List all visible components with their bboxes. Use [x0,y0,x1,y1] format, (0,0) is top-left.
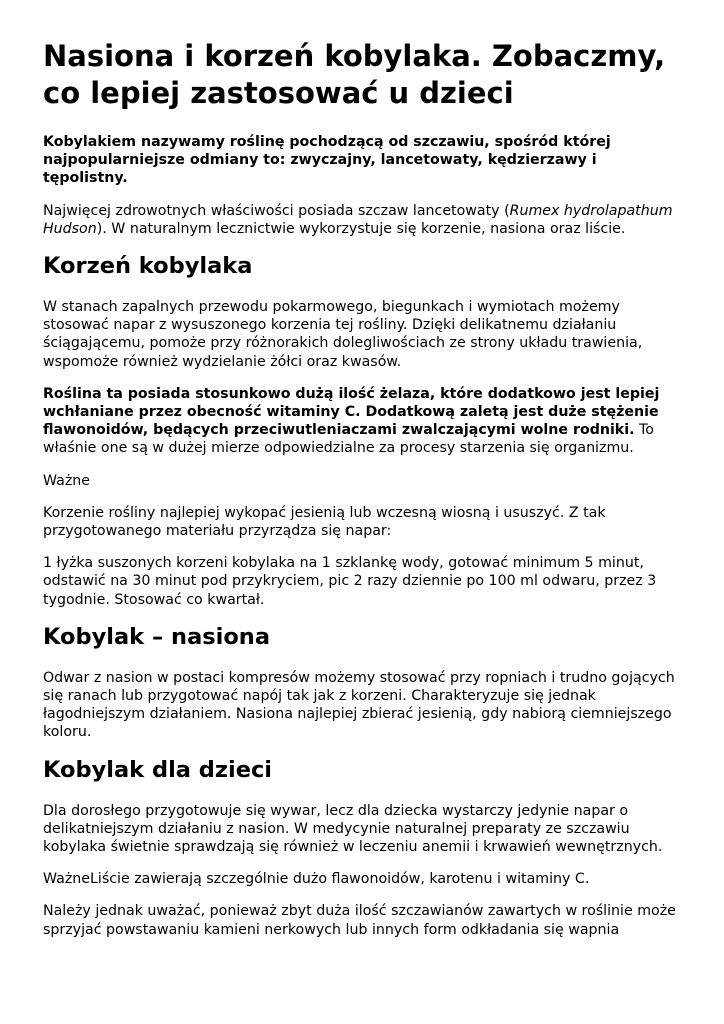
root-paragraph-3: Korzenie rośliny najlepiej wykopać jesienią lub wczesną wiosną i ususzyć. Z tak przygotowanego materiału przyrządza się napar: [43,504,606,540]
intro-text-before: Najwięcej zdrowotnych właściwości posiada szczaw lancetowaty ( [43,202,510,219]
intro-paragraph [43,202,683,238]
article-title: Nasiona i korzeń kobylaka. Zobaczmy, co lepiej zastosować u dzieci [43,39,666,110]
section-heading-children: Kobylak dla dzieci [43,756,273,783]
intro-text-after: ). W naturalnym lecznictwie wykorzystuje się korzenie, nasiona oraz liście. [96,220,626,237]
children-paragraph-1: Dla dorosłego przygotowuje się wywar, lecz dla dziecka wystarczy jedynie napar o delikatniejszym działaniu z nasion. W medycynie naturalnej preparaty ze szczawiu kobylaka świetnie sprawdzają się również w leczeniu anemii i krwawień wewnętrznych. [43,802,663,856]
latin-name: Rumex hydrolapathum Hudson [43,202,673,237]
children-paragraph-3: Należy jednak uważać, ponieważ zbyt duża ilość szczawianów zawartych w roślinie może sprzyjać powstawaniu kamieni nerkowych lub innych form odkładania się wapnia [43,903,676,938]
root-paragraph-2 [43,385,683,458]
section-heading-seeds: Kobylak – nasiona [43,623,271,650]
root-paragraph-2-bold: Roślina ta posiada stosunkowo dużą ilość żelaza, które dodatkowo jest lepiej wchłaniane przez obecność witaminy C. Dodatkową zaletą jest duże stężenie flawonoidów, będących przeciwutleniaczami zwalczającymi wolne rodniki. [43,385,660,439]
important-note: Ważne [43,472,90,489]
root-recipe: 1 łyżka suszonych korzeni kobylaka na 1 szklankę wody, gotować minimum 5 minut, odstawić na 30 minut pod przykryciem, pic 2 razy dziennie po 100 ml odwaru, przez 3 tygodnie. Stosować co kwartał. [43,555,657,608]
seeds-paragraph: Odwar z nasion w postaci kompresów możemy stosować przy ropniach i trudno gojących się ranach lub przygotować napój tak jak z korzeni. Charakteryzuje się jednak łagodniejszym działaniem. Nasiona najlepiej zbierać jesienią, gdy nabiorą ciemniejszego koloru. [43,669,675,741]
children-paragraph-2: WażneLiście zawierają szczególnie dużo flawonoidów, karotenu i witaminy C. [43,871,590,888]
root-paragraph-2-rest: To właśnie one są w dużej mierze odpowiedzialne za procesy starzenia się organizmu. [43,422,654,457]
section-heading-root: Korzeń kobylaka [43,253,253,280]
article-lead: Kobylakiem nazywamy roślinę pochodzącą od szczawiu, spośród której najpopularniejsze odmiany to: zwyczajny, lancetowaty, kędzierzawy i tępolistny. [43,134,611,187]
article [43,38,683,953]
root-paragraph-1: W stanach zapalnych przewodu pokarmowego, biegunkach i wymiotach możemy stosować napar z wysuszonego korzenia tej rośliny. Dzięki delikatnemu działaniu ściągającemu, pomoże przy różnorakich dolegliwościach ze strony układu trawienia, wspomoże również wydzielanie żółci oraz kwasów. [43,299,643,370]
